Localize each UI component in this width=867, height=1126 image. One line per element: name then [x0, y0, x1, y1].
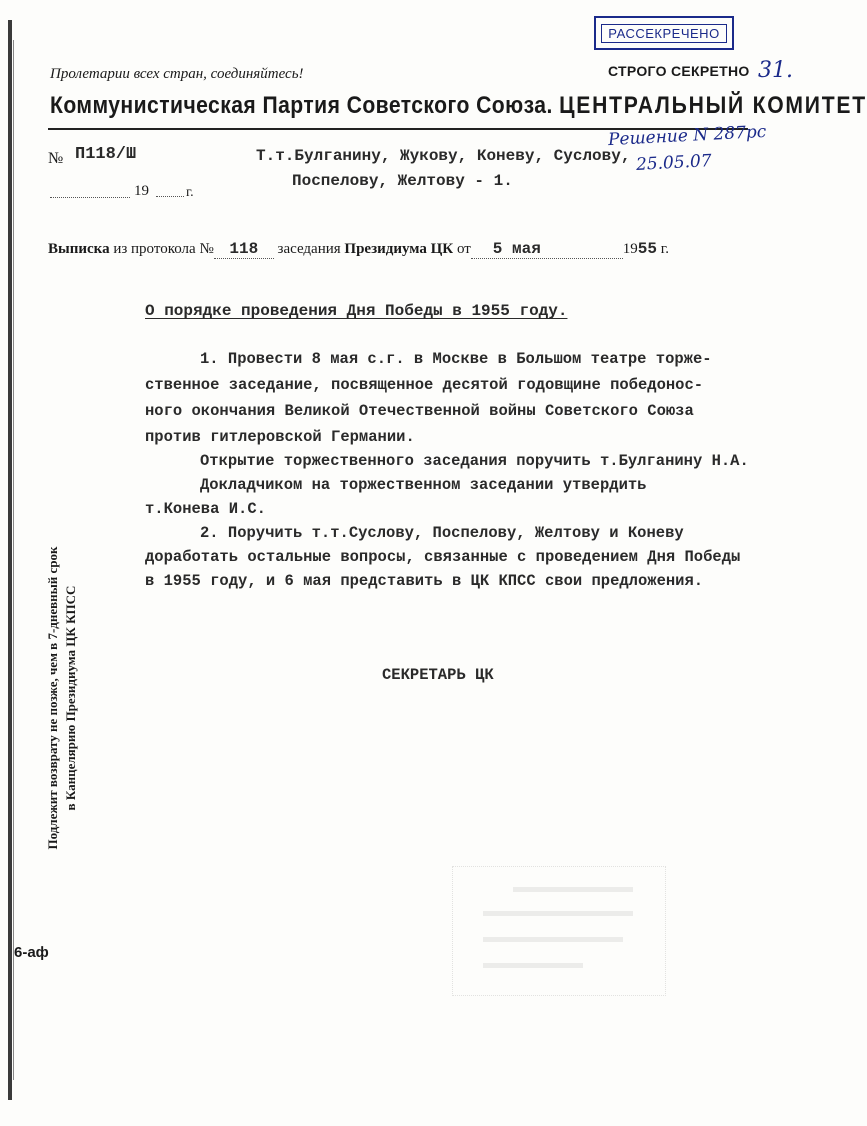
binding-edge-line-thin [13, 40, 14, 1080]
extract-label: Выписка [48, 241, 110, 257]
signature-title: СЕКРЕТАРЬ ЦК [382, 666, 494, 684]
number-label: № [48, 150, 64, 167]
year-g: г. [660, 241, 669, 257]
form-code: 6-аф [14, 944, 49, 961]
body-line: доработать остальные вопросы, связанные с проведением Дня Победы [145, 548, 741, 566]
body-line: т.Конева И.С. [145, 500, 266, 518]
meeting-date: 5 мая [492, 240, 541, 258]
faded-stamp [452, 866, 666, 996]
body-line: Докладчиком на торжественном заседании утвердить [200, 476, 647, 494]
date-suffix: г. [186, 185, 194, 200]
handwritten-date: 25.05.07 [635, 151, 713, 175]
extract-protocol-label: из протокола № [113, 241, 214, 257]
binding-edge-line [8, 20, 12, 1100]
body-line: Открытие торжественного заседания поручить т.Булганину Н.А. [200, 452, 749, 470]
document-number: П118/Ш [75, 145, 137, 164]
handwritten-decision: Решение N 287рс [607, 121, 767, 151]
declassified-stamp [594, 16, 734, 50]
return-instruction-line-2: в Канцелярию Президиума ЦК КПСС [63, 585, 78, 811]
slogan: Пролетарии всех стран, соединяйтесь! [50, 66, 304, 82]
body-line: против гитлеровской Германии. [145, 428, 415, 446]
extract-line [48, 240, 669, 259]
body-line: ственное заседание, посвященное десятой годовщине победонос- [145, 376, 704, 394]
from-label: от [456, 241, 471, 257]
date-year-blank [156, 194, 184, 197]
subject-title: О порядке проведения Дня Победы в 1955 году. [145, 302, 568, 320]
declassified-stamp-text: РАССЕКРЕЧЕНО [601, 24, 726, 43]
year-prefix: 19 [622, 241, 638, 257]
protocol-number: 118 [229, 240, 259, 258]
presidium-label: Президиума ЦК [344, 241, 454, 257]
year-suffix: 55 [637, 240, 657, 258]
addressees-line-1: Т.т.Булганину, Жукову, Коневу, Суслову, [256, 147, 631, 165]
date-blank [50, 187, 130, 198]
letterhead [50, 92, 867, 120]
body-line: в 1955 году, и 6 мая представить в ЦК КПСС свои предложения. [145, 572, 704, 590]
date-year-prefix: 19 [134, 183, 149, 199]
secrecy-label: СТРОГО СЕКРЕТНО [608, 63, 750, 79]
body-line: 1. Провести 8 мая с.г. в Москве в Большом театре торже- [200, 350, 712, 368]
addressees-line-2: Поспелову, Желтову - 1. [292, 172, 513, 190]
body-line: 2. Поручить т.т.Суслову, Поспелову, Желтову и Коневу [200, 524, 684, 542]
central-committee: ЦЕНТРАЛЬНЫЙ КОМИТЕТ [559, 92, 867, 119]
party-name: Коммунистическая Партия Советского Союза. [50, 92, 553, 119]
page-number: 31. [758, 58, 793, 83]
body-line: ного окончания Великой Отечественной войны Советского Союза [145, 402, 694, 420]
meeting-label: заседания [277, 241, 341, 257]
return-instruction-line-1: Подлежит возврату не позже, чем в 7-дневный срок [45, 546, 60, 850]
return-instruction [44, 448, 80, 948]
